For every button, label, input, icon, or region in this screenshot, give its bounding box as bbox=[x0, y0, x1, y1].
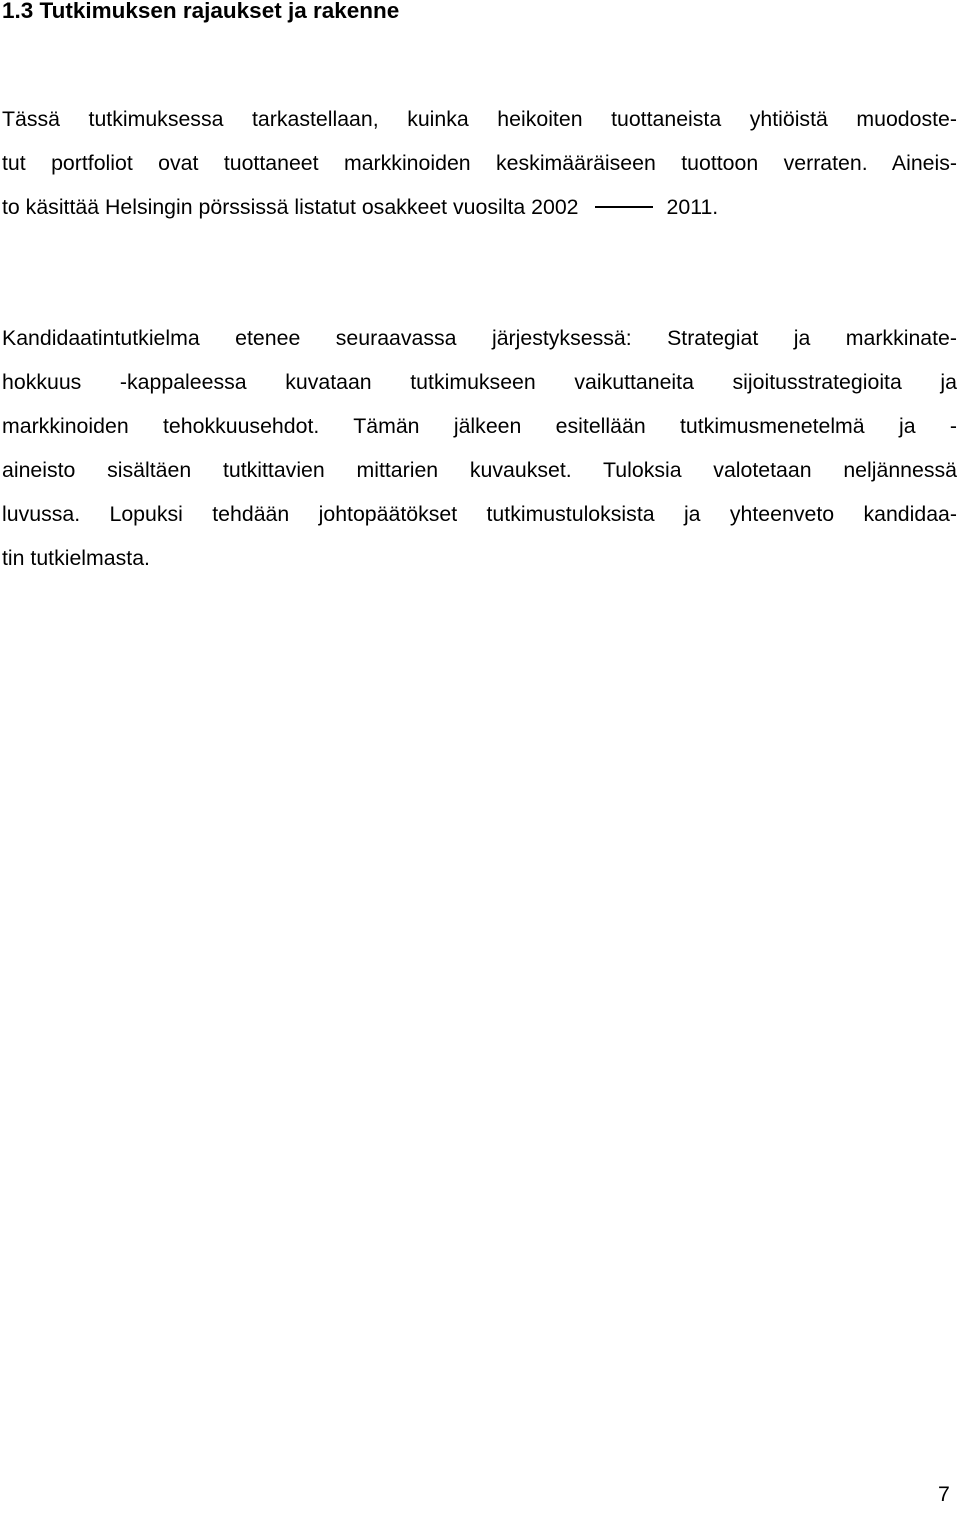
section-heading: 1.3 Tutkimuksen rajaukset ja rakenne bbox=[2, 0, 400, 23]
paragraph-line: luvussa. Lopuksi tehdään johtopäätökset tutkimustuloksista ja yhteenveto kandidaa- bbox=[2, 502, 957, 526]
paragraph-line: Kandidaatintutkielma etenee seuraavassa järjestyksessä: Strategiat ja markkinate- bbox=[2, 326, 957, 350]
paragraph-line: markkinoiden tehokkuusehdot. Tämän jälkeen esitellään tutkimusmenetelmä ja - bbox=[2, 414, 957, 438]
page-number: 7 bbox=[938, 1482, 950, 1506]
em-dash bbox=[595, 206, 653, 208]
paragraph-line: tin tutkielmasta. bbox=[2, 546, 150, 570]
paragraph-line-text: to käsittää Helsingin pörssissä listatut osakkeet vuosilta 2002 bbox=[2, 195, 579, 219]
paragraph-scope bbox=[2, 97, 957, 229]
paragraph-line: tut portfoliot ovat tuottaneet markkinoiden keskimääräiseen tuottoon verraten. Aineis- bbox=[2, 151, 957, 175]
paragraph-line: Tässä tutkimuksessa tarkastellaan, kuinka heikoiten tuottaneista yhtiöistä muodoste- bbox=[2, 107, 957, 131]
paragraph-structure bbox=[2, 316, 957, 580]
paragraph-line-text: 2011. bbox=[666, 195, 719, 219]
paragraph-line: hokkuus -kappaleessa kuvataan tutkimukseen vaikuttaneita sijoitusstrategioita ja bbox=[2, 370, 957, 394]
paragraph-line: aineisto sisältäen tutkittavien mittarien kuvaukset. Tuloksia valotetaan neljännessä bbox=[2, 458, 957, 482]
paragraph-line bbox=[2, 185, 957, 229]
